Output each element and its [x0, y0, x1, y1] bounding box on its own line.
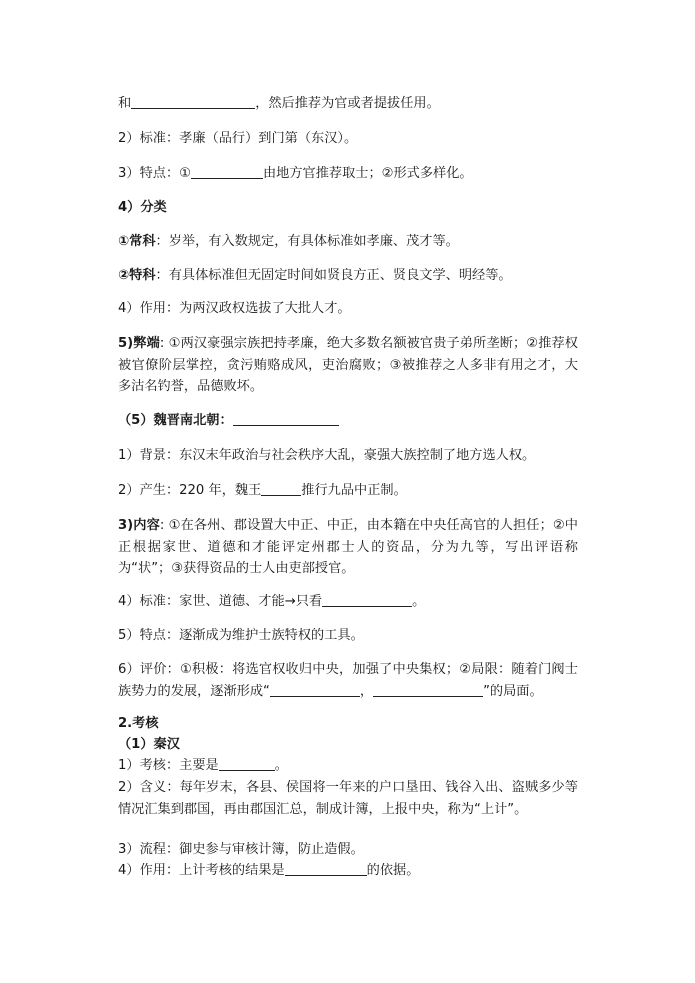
text: 和: [118, 96, 132, 111]
line-feature-2: 5）特点：逐渐成为维护士族特权的工具。: [118, 628, 364, 643]
heading-category: 4）分类: [118, 200, 167, 215]
line-recommend: [118, 94, 578, 114]
para-evaluation: [118, 659, 578, 702]
heading-assessment: 2.考核: [118, 716, 159, 731]
line-origin: [118, 481, 578, 501]
text: 。: [412, 594, 426, 609]
fill-blank: [191, 164, 263, 179]
text: ：岁举，有入数规定，有具体标准如孝廉、茂才等。: [155, 234, 459, 249]
text: 2）产生：220 年，魏王: [118, 483, 262, 498]
line-background: 1）背景：东汉末年政治与社会秩序大乱，豪强大族控制了地方选人权。: [118, 448, 536, 463]
fill-blank: [270, 682, 360, 697]
text: : ①在各州、郡设置大中正、中正，由本籍在中央任高官的人担任；②中正根据家世、道德和才能评定州郡士人的资品，分为九等，写出评语称为“状”；③获得资品的士人由吏部授官。: [118, 518, 578, 576]
text: ”的局面。: [483, 683, 543, 699]
label: ①常科: [118, 234, 156, 249]
fill-blank: [373, 682, 483, 697]
line-effect: 4）作用：为两汉政权选拔了大批人才。: [118, 301, 351, 316]
line-special-subject: [118, 266, 578, 286]
text: 3）特点：①: [118, 166, 191, 181]
heading-qin-han: （1）秦汉: [118, 737, 180, 752]
line-assess-main: [118, 756, 578, 776]
label: 5)弊端: [118, 336, 160, 351]
text: ，然后推荐为官或者提拔任用。: [255, 96, 440, 111]
text: （5）魏晋南北朝：: [118, 413, 233, 428]
line-feature: [118, 164, 578, 184]
text: 1）考核：主要是: [118, 758, 219, 773]
line-process: 3）流程：御史参与审核计簿，防止造假。: [118, 842, 364, 857]
text: 6）评价：①积极：将选官权收归中央，加强了中央集权；②局限：随着门阀士族势力的发展，逐渐形成“: [118, 662, 578, 699]
fill-blank: [285, 861, 367, 876]
text: 。: [274, 758, 288, 773]
label: ②特科: [118, 268, 156, 283]
text: ：有具体标准但无固定时间如贤良方正、贤良文学、明经等。: [155, 268, 512, 283]
line-standard: 2）标准：孝廉（品行）到门第（东汉）。: [118, 131, 358, 146]
text: 推行九品中正制。: [301, 483, 407, 498]
line-regular-subject: [118, 232, 578, 252]
fill-blank: [233, 411, 339, 426]
heading-wei-jin: [118, 411, 578, 431]
label: 3)内容: [118, 518, 160, 533]
text: ，: [359, 683, 374, 699]
text: 4）标准：家世、道德、才能→只看: [118, 594, 323, 609]
line-standard-2: [118, 592, 578, 612]
line-effect-2: [118, 861, 578, 881]
text: 的依据。: [366, 863, 420, 878]
text: 4）作用：上计考核的结果是: [118, 863, 285, 878]
text: 由地方官推荐取士；②形式多样化。: [262, 166, 473, 181]
fill-blank: [219, 756, 275, 771]
text: : ①两汉豪强宗族把持孝廉，绝大多数名额被官贵子弟所垄断；②推荐权被官僚阶层掌控，贪污贿赂成风，吏治腐败；③被推荐之人多非有用之才，大多沽名钓誉，品德败坏。: [118, 336, 578, 394]
fill-blank: [261, 481, 301, 496]
para-meaning: 2）含义：每年岁末，各县、侯国将一年来的户口垦田、钱谷入出、盗贼多少等情况汇集到郡国，再由郡国汇总，制成计簿，上报中央，称为“上计”。: [118, 780, 578, 817]
para-drawbacks: [118, 333, 578, 398]
para-content: [118, 515, 578, 580]
fill-blank: [322, 592, 412, 607]
fill-blank: [131, 94, 255, 109]
